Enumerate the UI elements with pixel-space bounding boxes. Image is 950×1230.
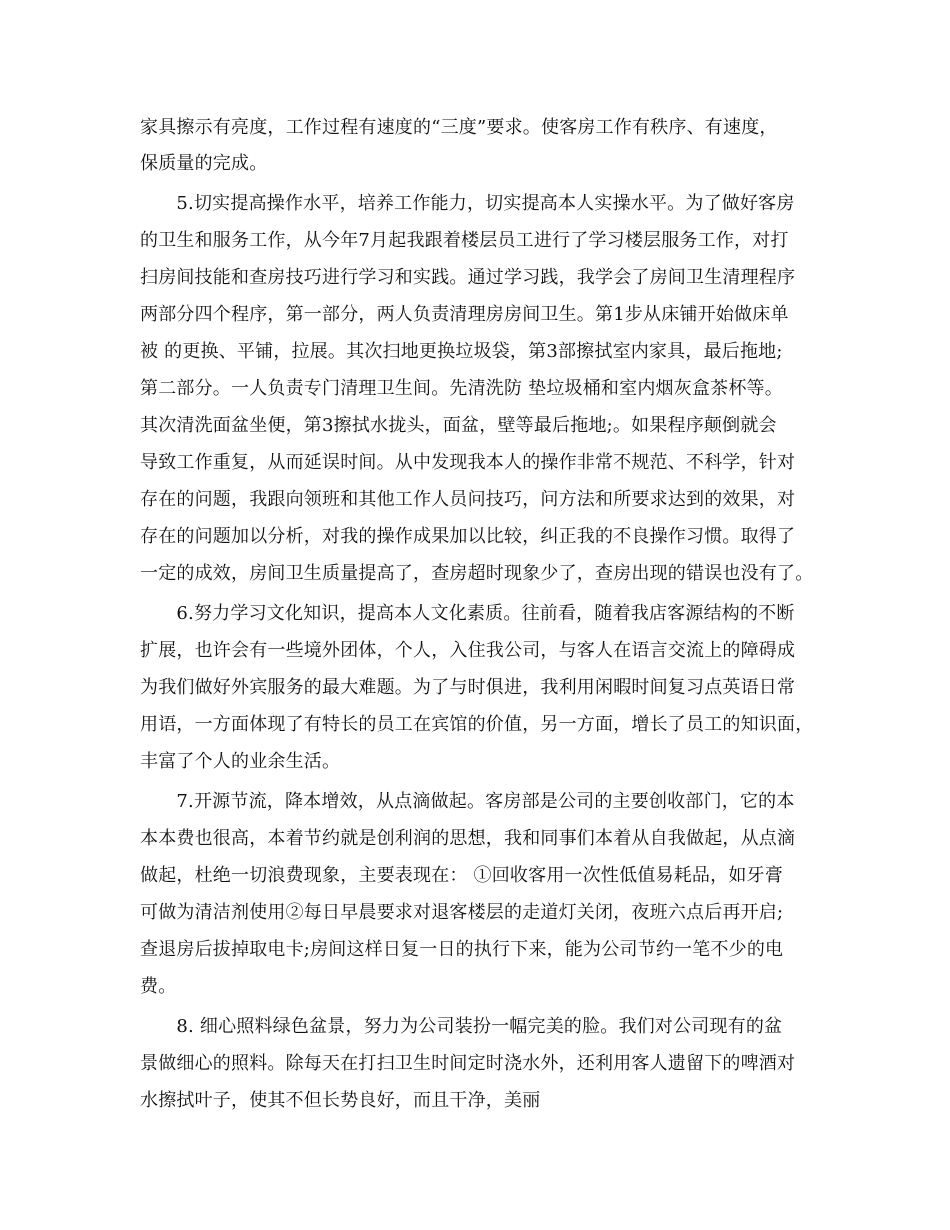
text-line: 两部分四个程序，第一部分，两人负责清理房房间卫生。第1步从床铺开始做床单 (140, 304, 789, 325)
text-line: 第二部分。一人负责专门清理卫生间。先清洗防 垫垃圾桶和室内烟灰盒茶杯等。 (140, 378, 783, 399)
text-line: 一定的成效，房间卫生质量提高了，查房超时现象少了，查房出现的错误也没有了。 (140, 563, 814, 584)
text-line: 存在的问题加以分析，对我的操作成果加以比较，纠正我的不良操作习惯。取得了 (140, 526, 796, 547)
text-line: 7.开源节流，降本增效，从点滴做起。客房部是公司的主要创收部门，它的本 (140, 791, 795, 812)
text-line: 扫房间技能和查房技巧进行学习和实践。通过学习践，我学会了房间卫生清理程序 (140, 267, 796, 288)
text-line: 水擦拭叶子，使其不但长势良好，而且干净，美丽 (140, 1090, 541, 1111)
text-line: 导致工作重复，从而延误时间。从中发现我本人的操作非常不规范、不科学，针对 (140, 452, 796, 473)
text-line: 做起，杜绝一切浪费现象，主要表现在： ①回收客用一次性低值易耗品，如牙膏 (140, 865, 783, 886)
text-line: 本本费也很高，本着节约就是创利润的思想，我和同事们本着从自我做起，从点滴 (140, 828, 796, 849)
text-line: 查退房后拔掉取电卡;房间这样日复一日的执行下来，能为公司节约一笔不少的电 (140, 939, 784, 960)
text-line: 其次清洗面盆坐便，第3擦拭水拢头，面盆，壁等最后拖地;。如果程序颠倒就会 (140, 415, 777, 436)
text-line: 被 的更换、平铺，拉展。其次扫地更换垃圾袋，第3部擦拭室内家具，最后拖地; (140, 341, 783, 362)
text-line: 费。 (140, 976, 177, 997)
text-line: 保质量的完成。 (140, 153, 268, 174)
text-line: 8. 细心照料绿色盆景，努力为公司装扮一幅完美的脸。我们对公司现有的盆 (140, 1016, 783, 1037)
text-line: 可做为清洁剂使用②每日早晨要求对退客楼层的走道灯关闭，夜班六点后再开启; (140, 902, 784, 923)
text-line: 用语，一方面体现了有特长的员工在宾馆的价值，另一方面，增长了员工的知识面， (140, 714, 814, 735)
text-line: 存在的问题，我跟向领班和其他工作人员问技巧，问方法和所要求达到的效果，对 (140, 489, 796, 510)
text-line: 家具擦示有亮度，工作过程有速度的“三度”要求。使客房工作有秩序、有速度， (140, 117, 778, 138)
text-line: 景做细心的照料。除每天在打扫卫生时间定时浇水外，还利用客人遗留下的啤酒对 (140, 1053, 796, 1074)
text-line: 扩展，也许会有一些境外团体，个人，入住我公司，与客人在语言交流上的障碍成 (140, 640, 796, 661)
text-line: 5.切实提高操作水平，培养工作能力，切实提高本人实操水平。为了做好客房 (140, 193, 795, 214)
text-line: 为我们做好外宾服务的最大难题。为了与时俱进，我利用闲暇时间复习点英语日常 (140, 677, 796, 698)
text-line: 丰富了个人的业余生活。 (140, 751, 341, 772)
text-line: 6.努力学习文化知识，提高本人文化素质。往前看，随着我店客源结构的不断 (140, 603, 795, 624)
text-line: 的卫生和服务工作，从今年7月起我跟着楼层员工进行了学习楼层服务工作，对打 (140, 230, 789, 251)
